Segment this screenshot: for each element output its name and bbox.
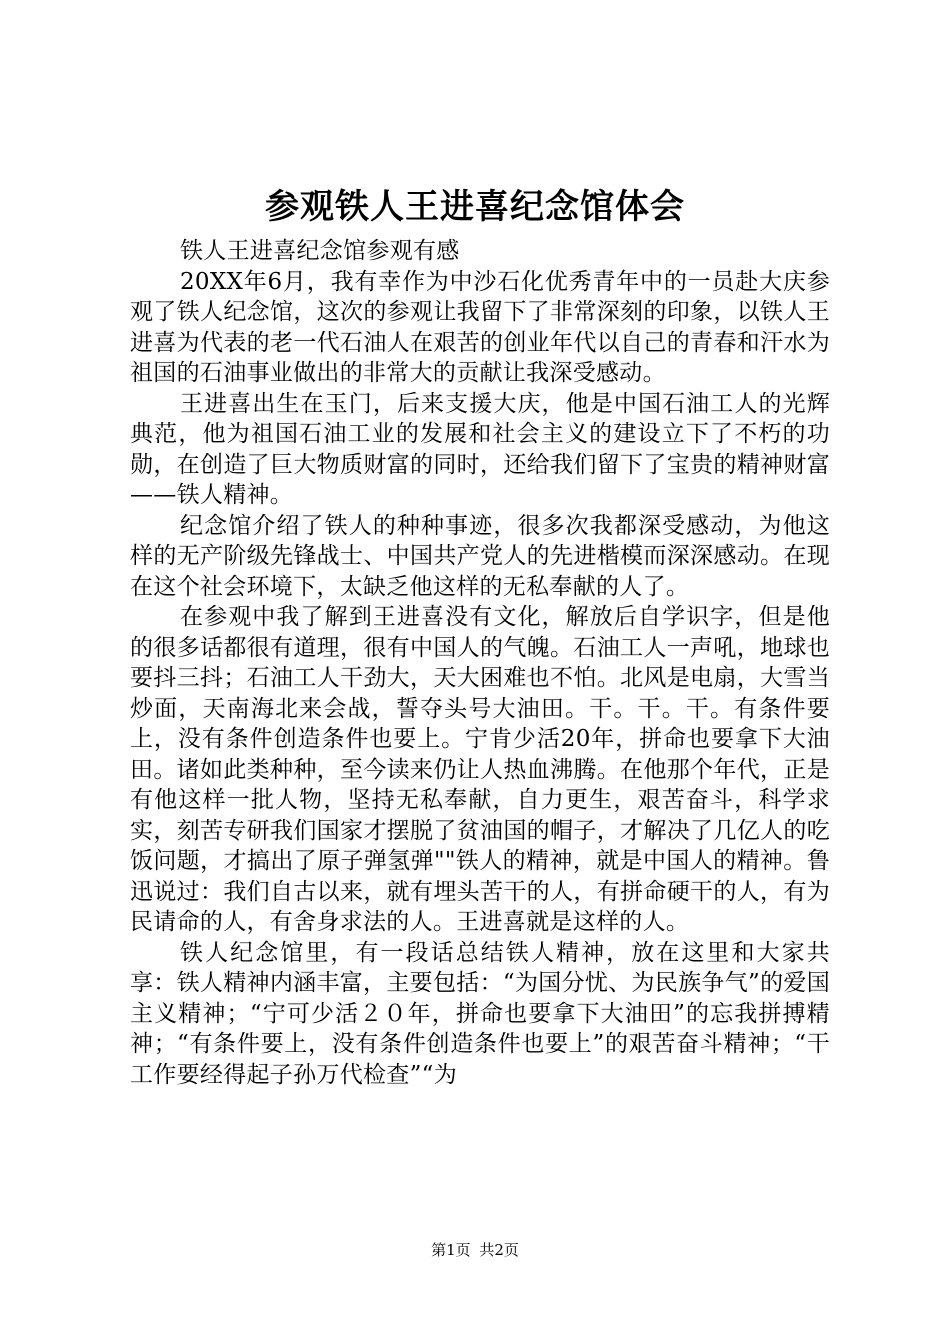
paragraph: 王进喜出生在玉门，后来支援大庆，他是中国石油工人的光辉典范，他为祖国石油工业的发展和社会主义的建设立下了不朽的功勋，在创造了巨大物质财富的同时，还给我们留下了宝贵的精神财富——铁人精神。 (130, 390, 830, 508)
document-title: 参观铁人王进喜纪念馆体会 (265, 187, 685, 227)
paragraph-subtitle: 铁人王进喜纪念馆参观有感 (180, 238, 460, 264)
paragraph: 铁人纪念馆里，有一段话总结铁人精神，放在这里和大家共享：铁人精神内涵丰富，主要包括：“为国分忧、为民族争气”的爱国主义精神；“宁可少活２０年，拼命也要拿下大油田”的忘我拼搏精神；“有条件要上，没有条件创造条件也要上”的艰苦奋斗精神；“干工作要经得起子孙万代检查”“为 (130, 939, 830, 1088)
document-body (130, 236, 830, 1090)
paragraph: 在参观中我了解到王进喜没有文化，解放后自学识字，但是他的很多话都很有道理，很有中国人的气魄。石油工人一声吼，地球也要抖三抖；石油工人干劲大，天大困难也不怕。北风是电扇，大雪当炒面，天南海北来会战，誓夺头号大油田。干。干。干。有条件要上，没有条件创造条件也要上。宁肯少活20年，拼命也要拿下大油田。诸如此类种种，至今读来仍让人热血沸腾。在他那个年代，正是有他这样一批人物，坚持无私奉献，自力更生，艰苦奋斗，科学求实，刻苦专研我们国家才摆脱了贫油国的帽子，才解决了几亿人的吃饭问题，才搞出了原子弹氢弹""铁人的精神，就是中国人的精神。鲁迅说过：我们自古以来，就有埋头苦干的人，有拼命硬干的人，有为民请命的人，有舍身求法的人。王进喜就是这样的人。 (130, 604, 830, 935)
page-number: 第1页 (431, 1241, 471, 1259)
page-total: 共2页 (479, 1241, 519, 1259)
page-footer (0, 1240, 950, 1260)
paragraph: 20XX年6月，我有幸作为中沙石化优秀青年中的一员赴大庆参观了铁人纪念馆，这次的参观让我留下了非常深刻的印象，以铁人王进喜为代表的老一代石油人在艰苦的创业年代以自己的青春和汗水为祖国的石油事业做出的非常大的贡献让我深受感动。 (130, 268, 830, 386)
paragraph: 纪念馆介绍了铁人的种种事迹，很多次我都深受感动，为他这样的无产阶级先锋战士、中国共产党人的先进楷模而深深感动。在现在这个社会环境下，太缺乏他这样的无私奉献的人了。 (130, 512, 830, 600)
